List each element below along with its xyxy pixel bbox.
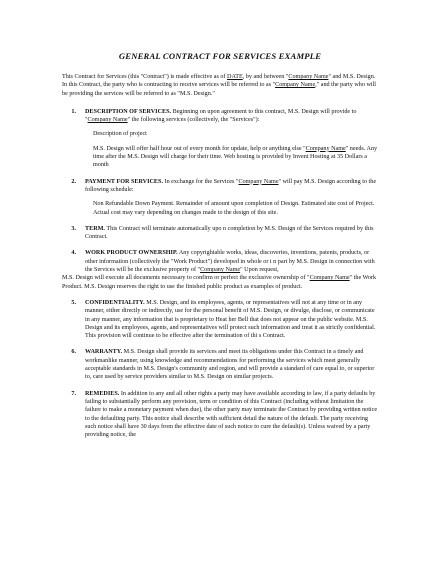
intro-text-1: This Contract for Services (this "Contract") is made effective as of: [62, 74, 228, 80]
section-remedies: [62, 390, 378, 440]
company-name: Company Name: [305, 145, 346, 152]
section-warranty: [62, 348, 378, 381]
intro-text-4: ," and the party who will be providing the services will be referred to as "M.S. Design.": [62, 82, 377, 97]
intro-text-3: " and M.S. Design. In this Contract, the party who is contracting to receive services will be referred to as ": [62, 74, 376, 89]
section-text: " the Work Product. M.S. Design reserves the right to use the finished public product as examples of product.: [62, 275, 377, 290]
section-text: M.S. Design will execute all documents necessary to confirm or perfect the exclusive ownership of ": [62, 275, 310, 282]
section-body: [85, 390, 378, 440]
section-text: " needs. Any time after the M.S. Design will charge for their time. Web hosting is provided by Invent Hosting at 35 Dollars a month: [93, 145, 378, 169]
project-description-label: Description of project: [93, 131, 147, 138]
section-body: [85, 225, 378, 242]
section-text: M.S. Design shall provide its services and meet its obligations under this Contract in a timely and workmanlike manner, using knowledge and recommendations for performing the services which meet generally acceptable standards in M.S. Design's community and region, and will provide a standard of care equal to, or superior to, care used by service providers similar to M.S. Design on similar projects.: [85, 349, 375, 381]
service-detail: [85, 145, 378, 170]
section-number: 7.: [71, 390, 76, 397]
section-text: M.S. Design, and its employees, agents, or representatives will not at any time or in any manner, either directly or indirectly, use for the personal benefit of M.S. Design, or divulge, disclose, or communicate in any manner, any information that is proprietary to Heat her Bell that does not appear on the public website. M.S. Design and its employees, agents, and representatives will protect such information and treat it as strictly confidential. This provision will continue to be effective after the termination of thi s Contract.: [85, 299, 376, 340]
section-text: " the following services (collectively, the "Services"):: [127, 117, 260, 124]
section-text: " Upon request,: [240, 267, 279, 274]
section-heading: WORK PRODUCT OWNERSHIP.: [85, 250, 178, 257]
company-name: Company Name: [288, 74, 329, 80]
intro-text-2: , by and between ": [242, 74, 289, 80]
document-title: GENERAL CONTRACT FOR SERVICES EXAMPLE: [118, 51, 322, 61]
section-heading: TERM.: [85, 225, 105, 232]
section-text: Beginning on upon agreement to this contract, M.S. Design will provide to ": [85, 108, 357, 124]
section-heading: REMEDIES.: [85, 390, 120, 397]
section-body: [85, 348, 378, 381]
company-name: Company Name: [309, 275, 350, 282]
section-text: Any copyrightable works, ideas, discoveries, inventions, patents, products, or other information (collectively the "Work Product") developed in whole or i n part by M.S. Design in connection with the Services will be the exclusive property of ": [85, 250, 375, 274]
section-body-continued: [62, 274, 378, 291]
intro-paragraph: [62, 73, 378, 98]
section-text: In addition to any and all other rights a party may have available according to law, if a party defaults by failing to substantially perform any provision, term or condition of this Contract (including without limitation the failure to make a monetary payment when due), the other party may terminate the Contract by providing written notice to the defaulting party. This notice shall describe with sufficient detail the nature of the default. The party receiving such notice shall have 30 days from the effective date of such notice to cure the default(s). Unless waived by a party providing notice, the: [85, 390, 378, 439]
section-heading: WARRANTY.: [85, 349, 123, 356]
section-text: " will pay M.S. Design according to the following schedule:: [85, 178, 377, 193]
section-confidentiality: [62, 299, 378, 340]
section-number: 1.: [71, 108, 76, 115]
section-text: M.S. Design will offer half hour out of every month for update, help or anything else ": [93, 145, 306, 152]
section-body: [85, 178, 378, 195]
company-name: Company Name: [275, 82, 316, 89]
payment-schedule: Non Refundable Down Payment. Remainder of amount upon completion of Design. Estimated site cost of Project. Actual cost may vary depending on changes made to the design of this site.: [93, 201, 375, 216]
company-name: Company Name: [238, 178, 279, 185]
section-text: This Contract will terminate automatically upo n completion by M.S. Design of the Services required by this Contract.: [85, 225, 374, 241]
section-number: 2.: [71, 178, 76, 185]
section-heading: DESCRIPTION OF SERVICES.: [85, 108, 172, 115]
company-name: Company Name: [87, 117, 128, 124]
section-body: [85, 299, 378, 340]
section-number: 3.: [71, 225, 76, 232]
section-body: [85, 108, 378, 125]
effective-date: DATE: [227, 74, 243, 80]
section-number: 6.: [71, 349, 76, 356]
section-payment-for-services: [62, 178, 378, 217]
section-work-product-ownership: [62, 249, 378, 290]
section-term: [62, 225, 378, 242]
section-body: [85, 249, 378, 274]
section-heading: CONFIDENTIALITY.: [85, 299, 145, 306]
section-text: In exchange for the Services ": [162, 178, 239, 185]
section-number: 5.: [71, 299, 76, 306]
section-number: 4.: [71, 250, 76, 257]
section-heading: PAYMENT FOR SERVICES.: [85, 178, 163, 185]
company-name: Company Name: [200, 267, 241, 274]
section-description-of-services: [62, 108, 378, 170]
